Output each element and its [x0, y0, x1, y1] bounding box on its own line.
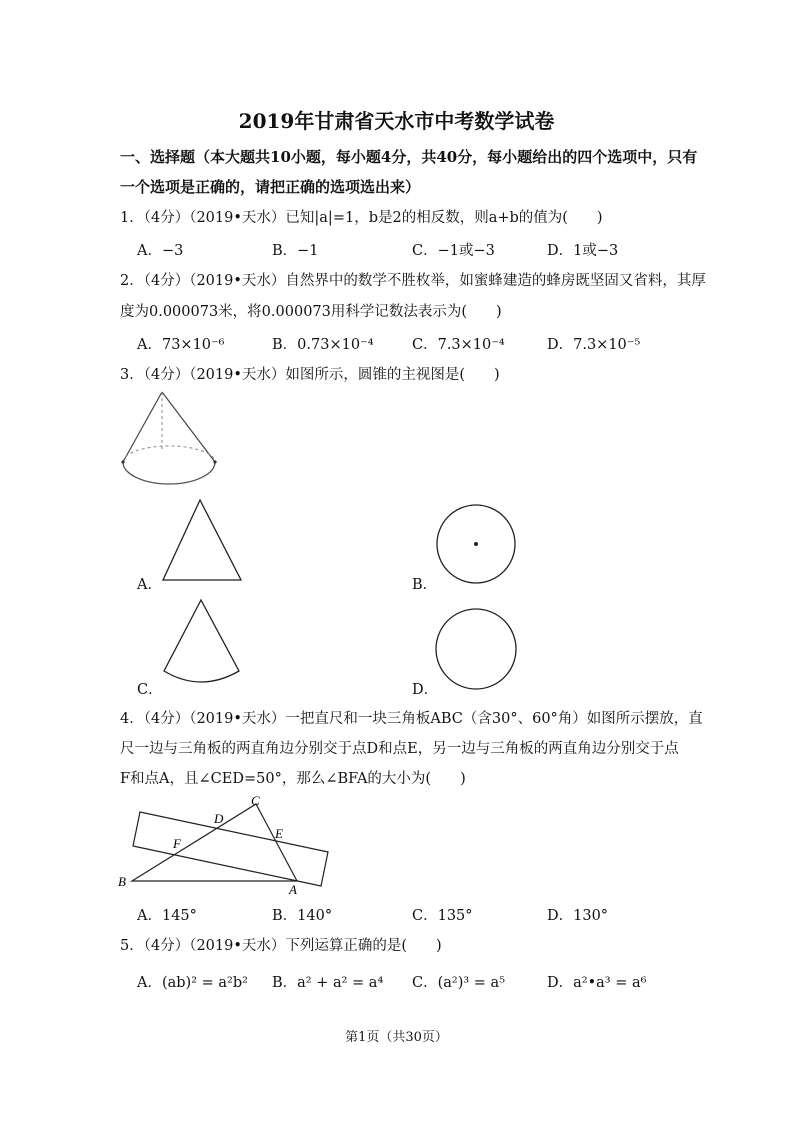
sector-option-figure — [160, 597, 244, 692]
question-3-text: 3．（4分）（2019•天水）如图所示，圆锥的主视图是( ) — [120, 367, 500, 383]
q1-option-a: A．−3 — [137, 243, 184, 259]
question-1-text: 1．（4分）（2019•天水）已知|a|=1，b是2的相反数，则a+b的值为( ) — [120, 210, 603, 226]
label-d: D — [214, 811, 224, 826]
question-2-line2: 度为0.000073米，将0.000073用科学记数法表示为( ) — [120, 304, 502, 320]
q1-option-d: D．1或−3 — [547, 243, 619, 259]
page-title: 2019年甘肃省天水市中考数学试卷 — [238, 109, 555, 133]
label-f: F — [173, 836, 181, 851]
question-5-text: 5．（4分）（2019•天水）下列运算正确的是( ) — [120, 938, 442, 954]
triangle-option-figure — [160, 497, 244, 583]
page-footer: 第1页（共30页） — [345, 1030, 448, 1045]
ruler-triangle-figure — [115, 790, 335, 896]
cone-figure — [115, 388, 225, 488]
section-heading-line1: 一、选择题（本大题共10小题，每小题4分，共40分，每小题给出的四个选项中，只有 — [120, 148, 698, 166]
q2-option-b: B．0.73×10⁻⁴ — [272, 337, 374, 353]
q2-option-a: A．73×10⁻⁶ — [137, 337, 225, 353]
q2-option-d: D．7.3×10⁻⁵ — [547, 337, 641, 353]
label-b: B — [118, 874, 126, 889]
q1-option-c: C．−1或−3 — [412, 243, 495, 259]
section-heading-line2: 一个选项是正确的，请把正确的选项选出来） — [120, 178, 421, 196]
q4-option-d: D．130° — [547, 908, 609, 924]
q4-option-b: B．140° — [272, 908, 333, 924]
q2-option-c: C．7.3×10⁻⁴ — [412, 337, 505, 353]
label-e: E — [275, 826, 283, 841]
q5-option-c: C．(a²)³ = a⁵ — [412, 975, 506, 991]
q3-option-c-label: C． — [137, 682, 163, 698]
q5-option-d: D．a²•a³ = a⁶ — [547, 975, 647, 991]
label-a: A — [289, 882, 297, 897]
q5-option-a: A．(ab)² = a²b² — [137, 975, 248, 991]
question-4-line2: 尺一边与三角板的两直角边分别交于点D和点E，另一边与三角板的两直角边分别交于点 — [120, 741, 679, 757]
q5-option-b: B．a² + a² = a⁴ — [272, 975, 384, 991]
q1-option-b: B．−1 — [272, 243, 319, 259]
q3-option-d-label: D． — [412, 682, 439, 698]
circle-option-figure — [434, 607, 518, 691]
circle-with-center-figure — [434, 504, 518, 588]
q4-option-c: C．135° — [412, 908, 473, 924]
q3-option-b-label: B． — [412, 577, 438, 593]
question-2-line1: 2．（4分）（2019•天水）自然界中的数学不胜枚举，如蜜蜂建造的蜂房既坚固又省料，其厚 — [120, 273, 706, 289]
question-4-line3: F和点A，且∠CED=50°，那么∠BFA的大小为( ) — [120, 771, 466, 787]
question-4-line1: 4．（4分）（2019•天水）一把直尺和一块三角板ABC（含30°、60°角）如图所示摆放，直 — [120, 711, 703, 727]
q4-option-a: A．145° — [137, 908, 197, 924]
q3-option-a-label: A． — [137, 577, 162, 593]
label-c: C — [251, 793, 260, 808]
